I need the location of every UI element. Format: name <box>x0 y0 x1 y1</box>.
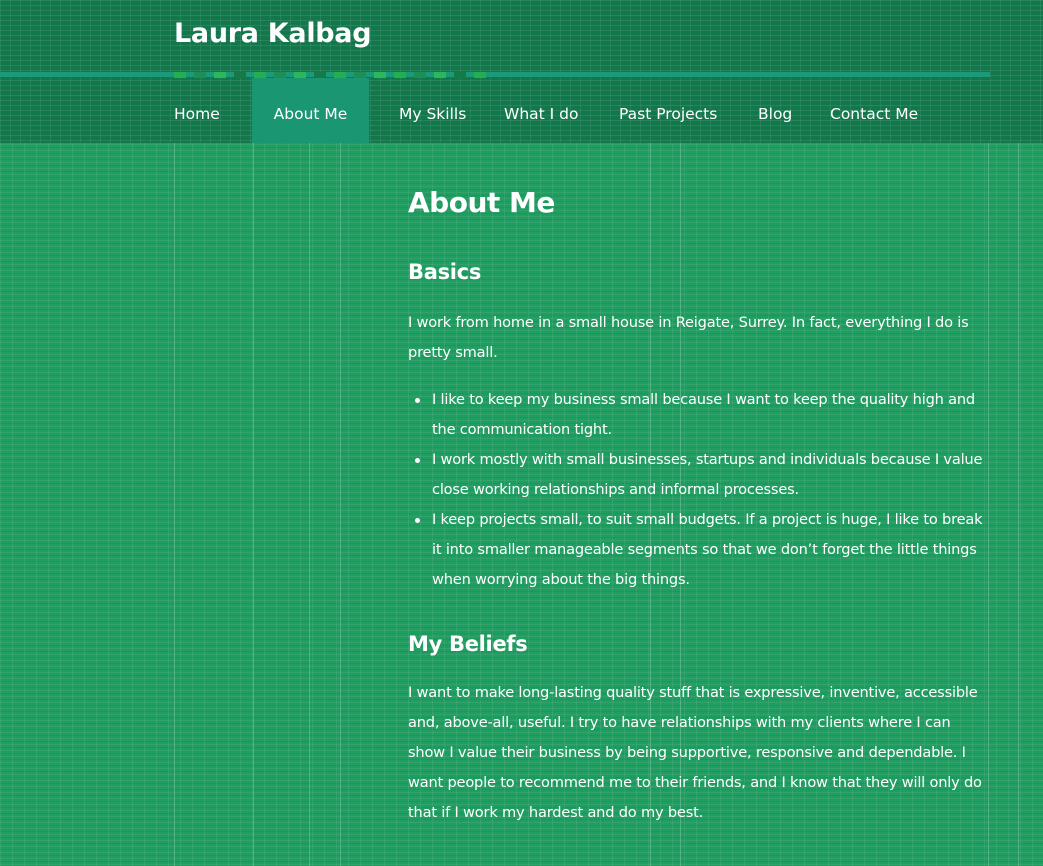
basics-paragraph: I work from home in a small house in Reigate, Surrey. In fact, everything I do is pretty small. <box>408 314 969 361</box>
list-item-text: I like to keep my business small because I want to keep the quality high and the communication tight. <box>432 391 975 438</box>
list-item-text: I keep projects small, to suit small budgets. If a project is huge, I like to break it into smaller manageable segments so that we don’t forget the little things when worrying about the big things. <box>432 511 983 588</box>
list-item <box>432 505 988 595</box>
site-header <box>0 0 1043 143</box>
nav-item-blog[interactable]: Blog <box>758 105 793 123</box>
section-heading-basics: Basics <box>408 260 482 284</box>
nav-item-contact-me[interactable]: Contact Me <box>830 105 919 123</box>
main-nav <box>0 78 1043 143</box>
list-item-text: I work mostly with small businesses, startups and individuals because I value close working relationships and informal processes. <box>432 451 983 498</box>
nav-item-my-skills[interactable]: My Skills <box>399 105 467 123</box>
bullet-icon <box>415 458 420 463</box>
header-stripe <box>0 72 990 77</box>
nav-item-about-me[interactable]: About Me <box>252 78 369 143</box>
nav-item-past-projects[interactable]: Past Projects <box>619 105 718 123</box>
page-title: About Me <box>408 186 555 219</box>
list-item <box>432 385 988 445</box>
basics-list <box>408 385 988 595</box>
list-item <box>432 445 988 505</box>
beliefs-paragraph: I want to make long-lasting quality stuff that is expressive, inventive, accessible and, above-all, useful. I try to have relationships with my clients where I can show I value their business by being supportive, responsive and dependable. I want people to recommend me to their friends, and I know that they will only do that if I work my hardest and do my best. <box>408 684 982 821</box>
site-title[interactable]: Laura Kalbag <box>174 18 372 49</box>
nav-item-what-i-do[interactable]: What I do <box>504 105 579 123</box>
section-heading-my-beliefs: My Beliefs <box>408 632 528 656</box>
nav-item-home[interactable]: Home <box>174 105 220 123</box>
bullet-icon <box>415 518 420 523</box>
bullet-icon <box>415 398 420 403</box>
